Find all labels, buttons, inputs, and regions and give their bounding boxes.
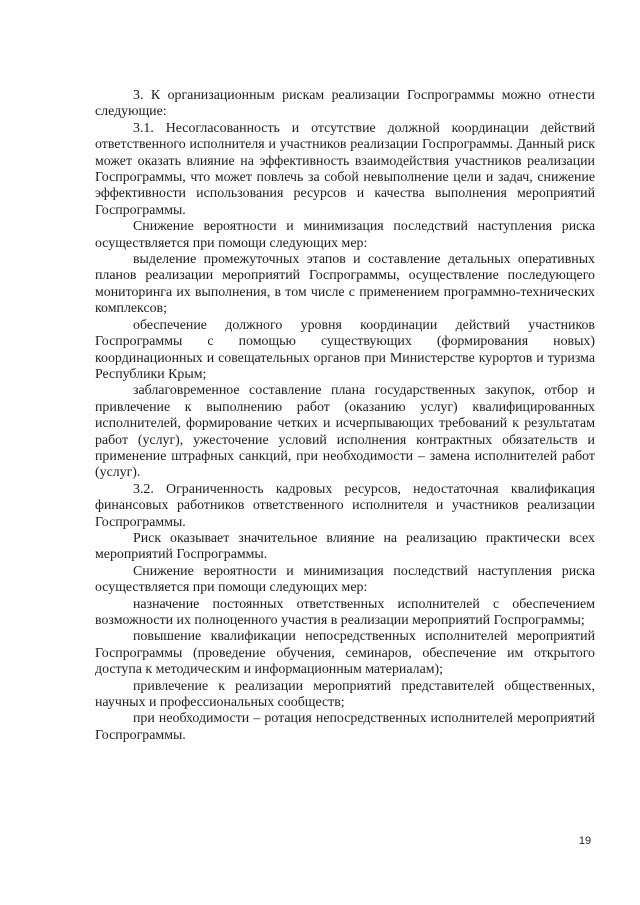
- paragraph-organizational-risks-intro: 3. К организационным рискам реализации Госпрограммы можно отнести следующие:: [95, 88, 595, 120]
- paragraph-measure-procurement: заблаговременное составление плана государственных закупок, отбор и привлечение к выполнению работ (оказанию услуг) квалифицированных исполнителей, формирование четких и исчерпывающих требований к результатам работ (услуг), ужесточение условий исполнения контрактных обязательств и применение штрафных санкций, при необходимости – замена исполнителей работ (услуг).: [95, 383, 595, 481]
- paragraph-mitigation-intro-2: Снижение вероятности и минимизация последствий наступления риска осуществляется при помощи следующих мер:: [95, 563, 595, 596]
- paragraph-risk-3-2: 3.2. Ограниченность кадровых ресурсов, недостаточная квалификация финансовых работников ответственного исполнителя и участников реализации Госпрограммы.: [95, 481, 595, 530]
- document-body: [95, 88, 595, 744]
- paragraph-measure-rotation: при необходимости – ротация непосредственных исполнителей мероприятий Госпрограммы.: [95, 711, 595, 743]
- paragraph-measure-stages: выделение промежуточных этапов и составление детальных оперативных планов реализации мероприятий Госпрограммы, осуществление последующего мониторинга их выполнения, в том числе с применением программно-технических комплексов;: [95, 252, 595, 317]
- paragraph-measure-permanent-staff: назначение постоянных ответственных исполнителей с обеспечением возможности их полноценного участия в реализации мероприятий Госпрограммы;: [95, 596, 595, 628]
- paragraph-risk-3-1: 3.1. Несогласованность и отсутствие должной координации действий ответственного исполнителя и участников реализации Госпрограммы. Данный риск может оказать влияние на эффективность взаимодействия участников реализации Госпрограммы, что может повлечь за собой невыполнение цели и задач, снижение эффективности использования ресурсов и качества выполнения мероприятий Госпрограммы.: [95, 120, 595, 218]
- paragraph-measure-coordination: обеспечение должного уровня координации действий участников Госпрограммы с помощью существующих (формирования новых) координационных и совещательных органов при Министерстве курортов и туризма Республики Крым;: [95, 317, 595, 382]
- paragraph-measure-qualification: повышение квалификации непосредственных исполнителей мероприятий Госпрограммы (проведение обучения, семинаров, обеспечение им открытого доступа к методическим и информационным материалам);: [95, 629, 595, 678]
- page-number: 19: [578, 835, 592, 847]
- paragraph-mitigation-intro-1: Снижение вероятности и минимизация последствий наступления риска осуществляется при помощи следующих мер:: [95, 219, 595, 251]
- paragraph-measure-communities: привлечение к реализации мероприятий представителей общественных, научных и профессиональных сообществ;: [95, 678, 595, 711]
- paragraph-risk-impact: Риск оказывает значительное влияние на реализацию практически всех мероприятий Госпрограммы.: [95, 530, 595, 563]
